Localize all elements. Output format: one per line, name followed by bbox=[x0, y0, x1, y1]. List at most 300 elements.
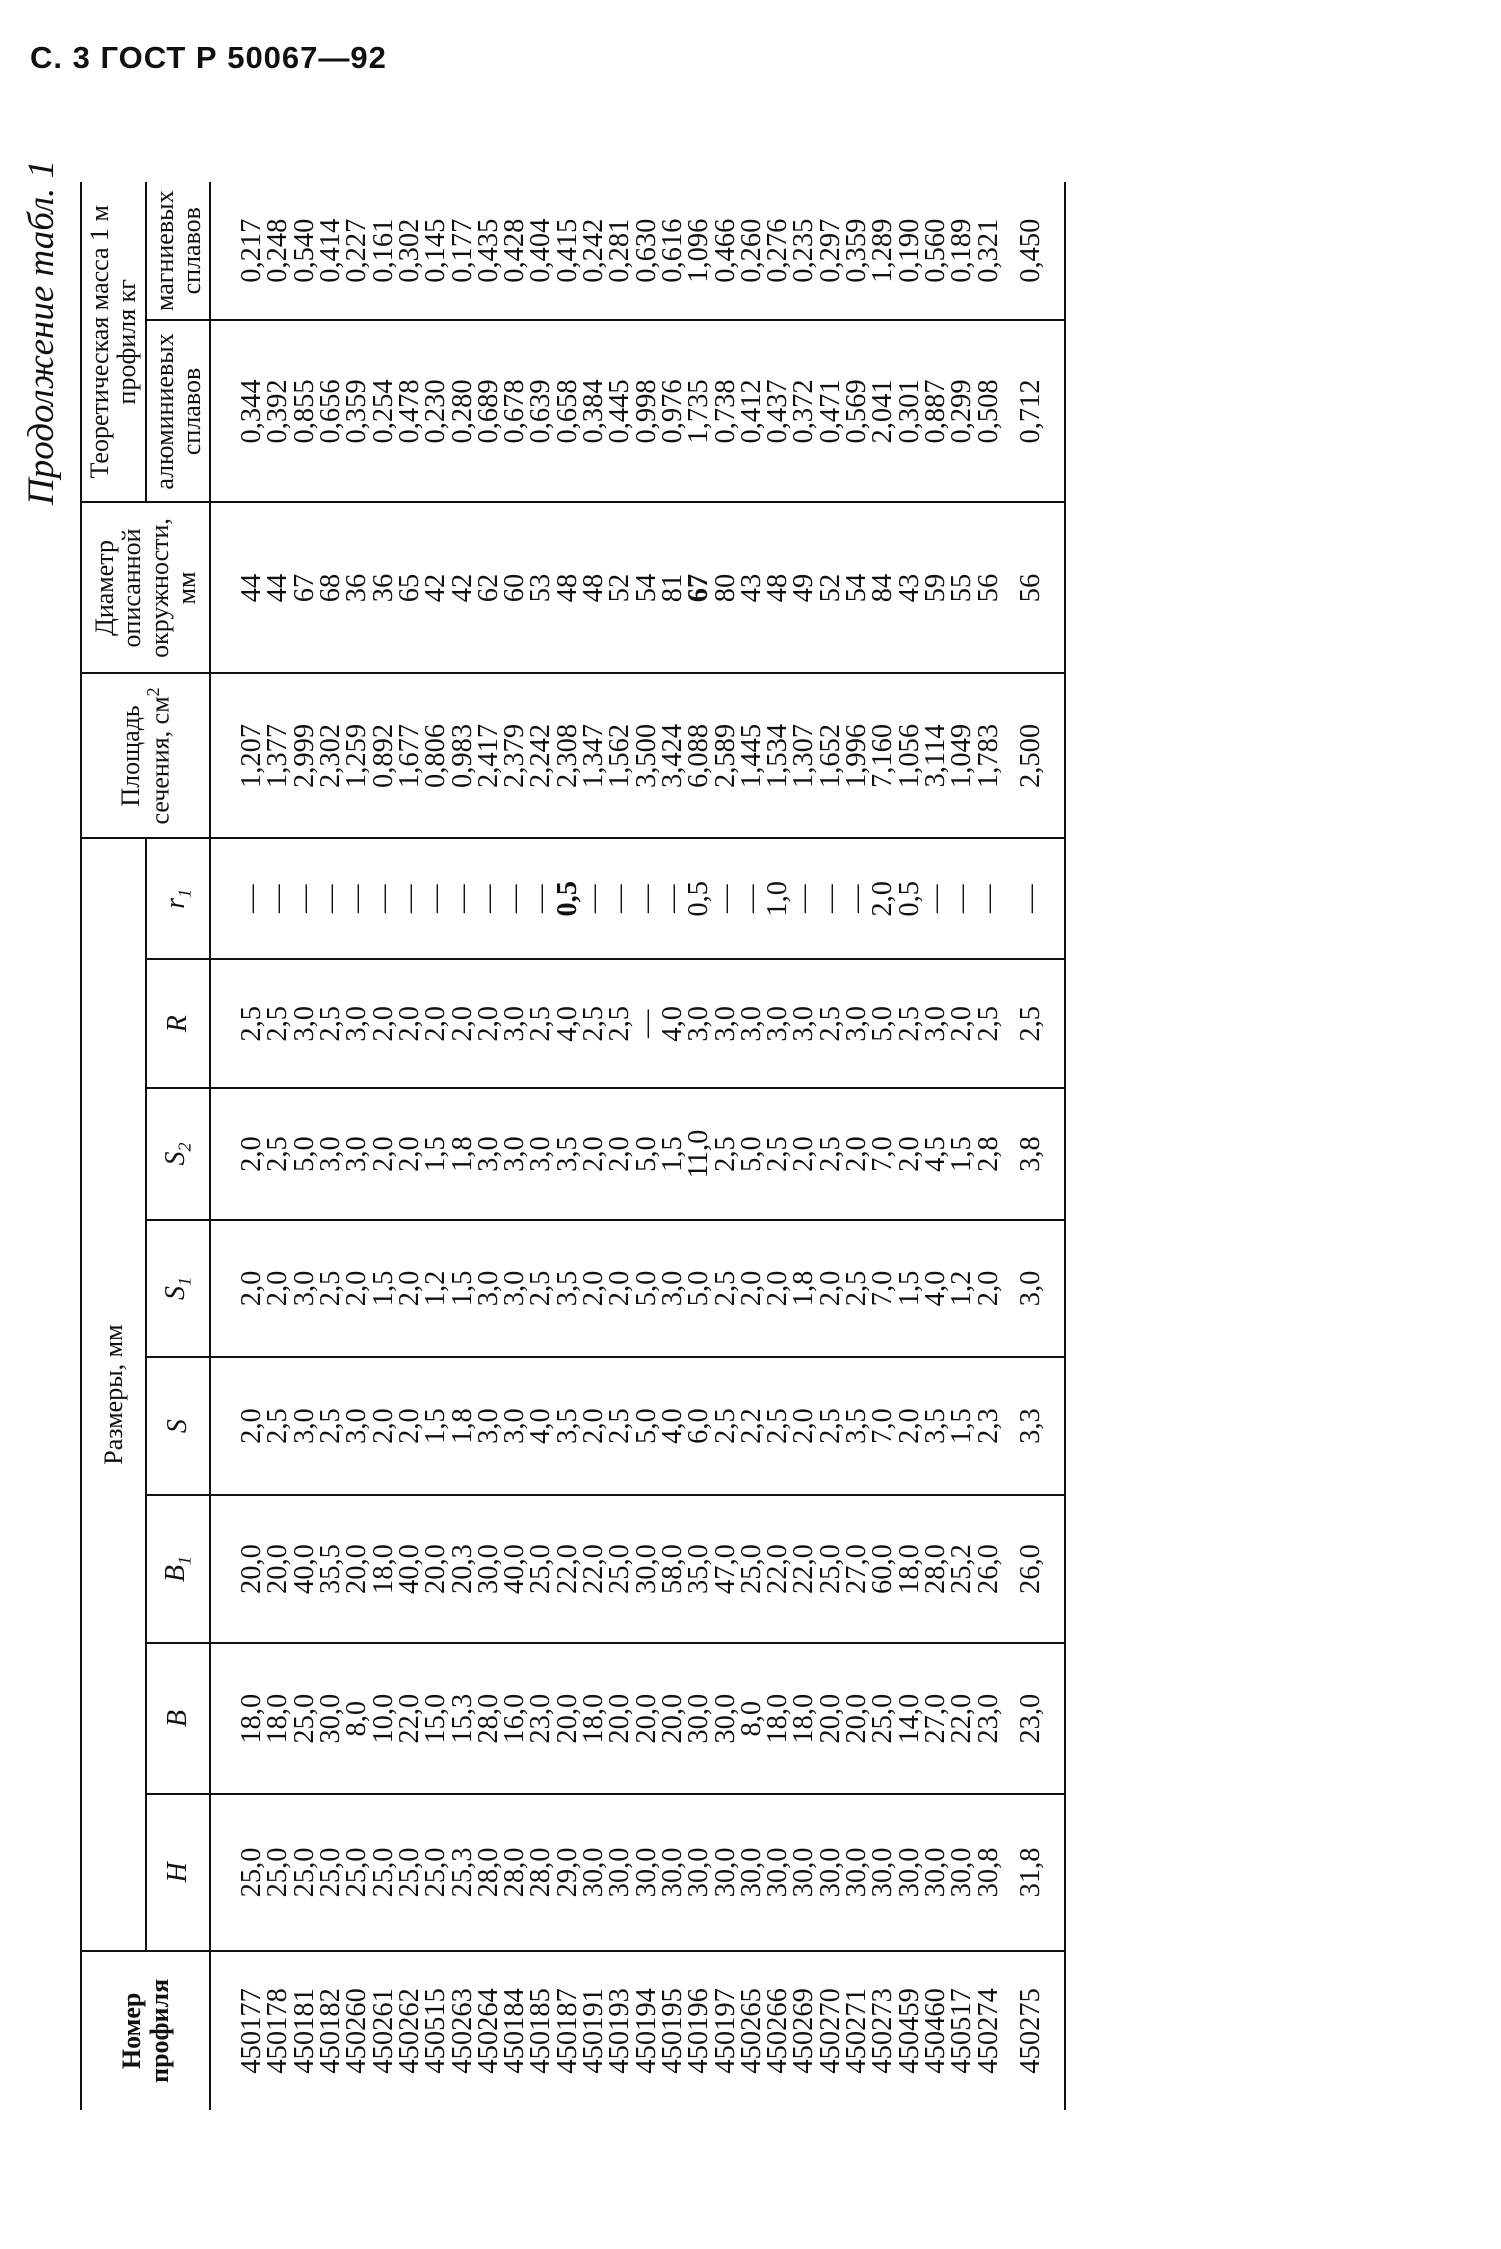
cell-B1: 18,0 bbox=[897, 1495, 923, 1643]
cell-diam: 65 bbox=[397, 502, 423, 673]
cell-S1: 2,0 bbox=[818, 1220, 844, 1358]
cell-diam: 52 bbox=[818, 502, 844, 673]
cell-B: 28,0 bbox=[476, 1643, 502, 1794]
cell-no: 450270 bbox=[818, 1951, 844, 2110]
cell-B: 18,0 bbox=[791, 1643, 817, 1794]
cell-al: 0,299 bbox=[949, 320, 975, 502]
cell-no: 450191 bbox=[581, 1951, 607, 2110]
cell-mg: 0,145 bbox=[420, 218, 452, 283]
cell-mg: 0,466 bbox=[709, 218, 741, 283]
table-row bbox=[897, 182, 923, 2110]
cell-area: 1,207 bbox=[210, 673, 265, 838]
cell-r1: — bbox=[739, 838, 765, 959]
cell-r1: — bbox=[713, 838, 739, 959]
cell-mg: 0,190 bbox=[893, 218, 925, 283]
cell-H: 30,0 bbox=[713, 1794, 739, 1951]
cell-S: 2,5 bbox=[318, 1357, 344, 1495]
cell-r1: — bbox=[318, 838, 344, 959]
cell-S2: 11,0 bbox=[686, 1088, 712, 1219]
cell-r1: — bbox=[818, 838, 844, 959]
cell-area: 1,677 bbox=[397, 673, 423, 838]
cell-B1: 26,0 bbox=[1002, 1495, 1065, 1643]
cell-mg: 0,450 bbox=[1014, 218, 1046, 283]
table-row bbox=[713, 182, 739, 2110]
cell-S1: 1,5 bbox=[897, 1220, 923, 1358]
cell-B: 15,0 bbox=[423, 1643, 449, 1794]
cell-area: 2,589 bbox=[713, 673, 739, 838]
cell-B1: 26,0 bbox=[976, 1495, 1002, 1643]
cell-diam: 62 bbox=[476, 502, 502, 673]
cell-S: 2,5 bbox=[818, 1357, 844, 1495]
cell-B1: 20,0 bbox=[210, 1495, 265, 1643]
cell-area: 1,445 bbox=[739, 673, 765, 838]
cell-r1: — bbox=[923, 838, 949, 959]
cell-S2: 2,8 bbox=[976, 1088, 1002, 1219]
cell-B1: 25,2 bbox=[949, 1495, 975, 1643]
cell-S1: 3,0 bbox=[1002, 1220, 1065, 1358]
cell-diam: 43 bbox=[897, 502, 923, 673]
cell-mg: 0,281 bbox=[604, 218, 636, 283]
cell-R: 2,5 bbox=[818, 959, 844, 1088]
cell-area: 2,379 bbox=[502, 673, 528, 838]
cell-H: 30,0 bbox=[923, 1794, 949, 1951]
cell-S2: 4,5 bbox=[923, 1088, 949, 1219]
cell-R: 3,0 bbox=[791, 959, 817, 1088]
cell-mg: 0,217 bbox=[236, 218, 268, 283]
cell-no: 450181 bbox=[292, 1951, 318, 2110]
cell-area: 2,308 bbox=[555, 673, 581, 838]
cell-area: 1,259 bbox=[344, 673, 370, 838]
cell-R: 2,0 bbox=[371, 959, 397, 1088]
cell-R: 2,5 bbox=[607, 959, 633, 1088]
cell-al: 0,344 bbox=[210, 320, 265, 502]
cell-H: 30,0 bbox=[634, 1794, 660, 1951]
cell-S2: 7,0 bbox=[870, 1088, 896, 1219]
cell-area: 1,783 bbox=[976, 673, 1002, 838]
cell-area: 1,534 bbox=[765, 673, 791, 838]
cell-r1: — bbox=[976, 838, 1002, 959]
cell-S1: 2,0 bbox=[210, 1220, 265, 1358]
cell-al: 0,301 bbox=[897, 320, 923, 502]
cell-diam: 81 bbox=[660, 502, 686, 673]
cell-al: 0,359 bbox=[344, 320, 370, 502]
cell-al: 0,678 bbox=[502, 320, 528, 502]
cell-area: 1,377 bbox=[265, 673, 291, 838]
cell-B1: 27,0 bbox=[844, 1495, 870, 1643]
cell-diam: 53 bbox=[528, 502, 554, 673]
cell-r1: — bbox=[450, 838, 476, 959]
cell-mg: 0,321 bbox=[972, 218, 1004, 283]
cell-R: 4,0 bbox=[660, 959, 686, 1088]
cell-R: 3,0 bbox=[765, 959, 791, 1088]
cell-S1: 2,0 bbox=[976, 1220, 1002, 1358]
cell-S2: 1,5 bbox=[949, 1088, 975, 1219]
cell-R: 4,0 bbox=[555, 959, 581, 1088]
cell-R: 5,0 bbox=[870, 959, 896, 1088]
cell-no: 450269 bbox=[791, 1951, 817, 2110]
cell-B: 22,0 bbox=[397, 1643, 423, 1794]
cell-S2: 3,5 bbox=[555, 1088, 581, 1219]
cell-H: 30,0 bbox=[739, 1794, 765, 1951]
cell-H: 25,0 bbox=[397, 1794, 423, 1951]
cell-mg: 0,616 bbox=[656, 218, 688, 283]
cell-R: 2,5 bbox=[318, 959, 344, 1088]
cell-S: 2,5 bbox=[607, 1357, 633, 1495]
cell-S1: 2,0 bbox=[581, 1220, 607, 1358]
cell-S2: 2,0 bbox=[397, 1088, 423, 1219]
cell-r1: — bbox=[476, 838, 502, 959]
table-row bbox=[450, 182, 476, 2110]
header-S: S bbox=[146, 1357, 211, 1495]
cell-H: 25,0 bbox=[371, 1794, 397, 1951]
cell-S1: 2,0 bbox=[265, 1220, 291, 1358]
cell-B: 25,0 bbox=[292, 1643, 318, 1794]
cell-no: 450273 bbox=[870, 1951, 896, 2110]
cell-diam: 54 bbox=[844, 502, 870, 673]
cell-al: 0,384 bbox=[581, 320, 607, 502]
cell-no: 450274 bbox=[976, 1951, 1002, 2110]
cell-S2: 2,0 bbox=[581, 1088, 607, 1219]
cell-S: 2,0 bbox=[210, 1357, 265, 1495]
cell-al: 0,437 bbox=[765, 320, 791, 502]
cell-B: 27,0 bbox=[923, 1643, 949, 1794]
header-r1: $r_1$ bbox=[146, 838, 211, 959]
cell-H: 25,0 bbox=[318, 1794, 344, 1951]
cell-S2: 3,0 bbox=[476, 1088, 502, 1219]
cell-S: 2,0 bbox=[581, 1357, 607, 1495]
cell-S1: 7,0 bbox=[870, 1220, 896, 1358]
cell-S: 3,0 bbox=[502, 1357, 528, 1495]
cell-R: 2,0 bbox=[397, 959, 423, 1088]
cell-no: 450260 bbox=[344, 1951, 370, 2110]
cell-S1: 5,0 bbox=[634, 1220, 660, 1358]
cell-r1: — bbox=[949, 838, 975, 959]
cell-no: 450263 bbox=[450, 1951, 476, 2110]
cell-H: 30,0 bbox=[870, 1794, 896, 1951]
cell-S: 2,0 bbox=[371, 1357, 397, 1495]
cell-S2: 2,0 bbox=[371, 1088, 397, 1219]
header-dimensions: Размеры, мм bbox=[81, 838, 146, 1950]
cell-mg: 0,227 bbox=[341, 218, 373, 283]
profile-table bbox=[80, 182, 1066, 2110]
cell-B: 30,0 bbox=[318, 1643, 344, 1794]
cell-R: — bbox=[634, 959, 660, 1088]
cell-B: 20,0 bbox=[844, 1643, 870, 1794]
cell-al: 0,569 bbox=[844, 320, 870, 502]
cell-B1: 22,0 bbox=[581, 1495, 607, 1643]
cell-S2: 3,8 bbox=[1002, 1088, 1065, 1219]
cell-r1: — bbox=[528, 838, 554, 959]
cell-B1: 20,0 bbox=[344, 1495, 370, 1643]
cell-r1: — bbox=[844, 838, 870, 959]
cell-no: 450459 bbox=[897, 1951, 923, 2110]
cell-S: 3,3 bbox=[1002, 1357, 1065, 1495]
cell-H: 25,3 bbox=[450, 1794, 476, 1951]
cell-S1: 1,2 bbox=[949, 1220, 975, 1358]
cell-S: 4,0 bbox=[528, 1357, 554, 1495]
cell-al: 0,887 bbox=[923, 320, 949, 502]
cell-r1: 1,0 bbox=[765, 838, 791, 959]
header-area: Площадь сечения, $см^2$ bbox=[81, 673, 210, 838]
cell-S1: 1,5 bbox=[450, 1220, 476, 1358]
page-header: С. 3 ГОСТ Р 50067—92 bbox=[30, 40, 387, 75]
cell-mg: 0,630 bbox=[630, 218, 662, 283]
cell-B: 25,0 bbox=[870, 1643, 896, 1794]
cell-r1: 0,5 bbox=[686, 838, 712, 959]
cell-r1: 0,5 bbox=[897, 838, 923, 959]
cell-S: 3,0 bbox=[292, 1357, 318, 1495]
cell-mg: 0,189 bbox=[946, 218, 978, 283]
cell-B: 8,0 bbox=[739, 1643, 765, 1794]
cell-area: 0,806 bbox=[423, 673, 449, 838]
cell-al: 0,976 bbox=[660, 320, 686, 502]
cell-r1: — bbox=[371, 838, 397, 959]
cell-S1: 5,0 bbox=[686, 1220, 712, 1358]
header-B: B bbox=[146, 1643, 211, 1794]
cell-S: 2,5 bbox=[265, 1357, 291, 1495]
rotated-table-frame bbox=[0, 150, 1360, 2110]
cell-diam: 36 bbox=[371, 502, 397, 673]
table-row bbox=[607, 182, 633, 2110]
cell-B1: 28,0 bbox=[923, 1495, 949, 1643]
cell-r1: — bbox=[634, 838, 660, 959]
cell-r1: — bbox=[607, 838, 633, 959]
cell-al: 2,041 bbox=[870, 320, 896, 502]
cell-diam: 48 bbox=[765, 502, 791, 673]
table-row bbox=[265, 182, 291, 2110]
cell-S1: 3,0 bbox=[502, 1220, 528, 1358]
cell-B1: 25,0 bbox=[818, 1495, 844, 1643]
cell-S2: 3,0 bbox=[502, 1088, 528, 1219]
cell-area: 3,114 bbox=[923, 673, 949, 838]
cell-diam: 68 bbox=[318, 502, 344, 673]
cell-diam: 36 bbox=[344, 502, 370, 673]
cell-R: 2,5 bbox=[210, 959, 265, 1088]
cell-area: 6,088 bbox=[686, 673, 712, 838]
cell-S: 2,0 bbox=[791, 1357, 817, 1495]
cell-mg: 0,177 bbox=[446, 218, 478, 283]
cell-B1: 25,0 bbox=[607, 1495, 633, 1643]
cell-S2: 2,0 bbox=[791, 1088, 817, 1219]
cell-S: 1,5 bbox=[423, 1357, 449, 1495]
cell-area: 2,417 bbox=[476, 673, 502, 838]
cell-R: 3,0 bbox=[923, 959, 949, 1088]
cell-al: 0,738 bbox=[713, 320, 739, 502]
cell-B1: 22,0 bbox=[765, 1495, 791, 1643]
cell-al: 0,658 bbox=[555, 320, 581, 502]
cell-r1: — bbox=[423, 838, 449, 959]
header-mass: Теоретическая масса 1 м профиля кг bbox=[81, 182, 146, 502]
cell-S2: 2,0 bbox=[607, 1088, 633, 1219]
cell-R: 2,5 bbox=[581, 959, 607, 1088]
cell-diam: 80 bbox=[713, 502, 739, 673]
cell-B: 15,3 bbox=[450, 1643, 476, 1794]
cell-no: 450517 bbox=[949, 1951, 975, 2110]
cell-al: 0,412 bbox=[739, 320, 765, 502]
cell-S2: 3,0 bbox=[318, 1088, 344, 1219]
cell-S: 2,2 bbox=[739, 1357, 765, 1495]
cell-S1: 2,5 bbox=[713, 1220, 739, 1358]
cell-S2: 1,5 bbox=[660, 1088, 686, 1219]
cell-al: 0,689 bbox=[476, 320, 502, 502]
cell-no: 450194 bbox=[634, 1951, 660, 2110]
cell-al: 0,998 bbox=[634, 320, 660, 502]
cell-area: 2,302 bbox=[318, 673, 344, 838]
cell-mg: 0,428 bbox=[499, 218, 531, 283]
cell-diam: 42 bbox=[450, 502, 476, 673]
cell-S1: 2,5 bbox=[528, 1220, 554, 1358]
cell-mg: 0,276 bbox=[762, 218, 794, 283]
cell-H: 25,0 bbox=[210, 1794, 265, 1951]
cell-diam: 54 bbox=[634, 502, 660, 673]
cell-S: 2,0 bbox=[397, 1357, 423, 1495]
cell-no: 450262 bbox=[397, 1951, 423, 2110]
cell-S1: 2,0 bbox=[765, 1220, 791, 1358]
cell-B: 20,0 bbox=[607, 1643, 633, 1794]
cell-area: 2,999 bbox=[292, 673, 318, 838]
cell-no: 450271 bbox=[844, 1951, 870, 2110]
cell-H: 25,0 bbox=[292, 1794, 318, 1951]
cell-area: 1,347 bbox=[581, 673, 607, 838]
cell-diam: 52 bbox=[607, 502, 633, 673]
cell-R: 2,0 bbox=[423, 959, 449, 1088]
table-row bbox=[210, 182, 265, 2110]
cell-S1: 2,5 bbox=[318, 1220, 344, 1358]
cell-area: 1,996 bbox=[844, 673, 870, 838]
cell-R: 2,5 bbox=[897, 959, 923, 1088]
table-row bbox=[870, 182, 896, 2110]
cell-B1: 25,0 bbox=[739, 1495, 765, 1643]
cell-diam: 84 bbox=[870, 502, 896, 673]
cell-R: 3,0 bbox=[502, 959, 528, 1088]
cell-S: 1,5 bbox=[949, 1357, 975, 1495]
cell-diam: 44 bbox=[265, 502, 291, 673]
cell-al: 0,508 bbox=[976, 320, 1002, 502]
cell-B1: 35,0 bbox=[686, 1495, 712, 1643]
cell-B: 30,0 bbox=[686, 1643, 712, 1794]
cell-S1: 1,5 bbox=[371, 1220, 397, 1358]
cell-H: 28,0 bbox=[476, 1794, 502, 1951]
cell-mg: 0,302 bbox=[393, 218, 425, 283]
cell-no: 450197 bbox=[713, 1951, 739, 2110]
table-row bbox=[976, 182, 1002, 2110]
cell-S2: 2,0 bbox=[844, 1088, 870, 1219]
cell-area: 1,307 bbox=[791, 673, 817, 838]
cell-al: 0,254 bbox=[371, 320, 397, 502]
table-row bbox=[344, 182, 370, 2110]
cell-no: 450265 bbox=[739, 1951, 765, 2110]
cell-H: 30,0 bbox=[660, 1794, 686, 1951]
cell-R: 3,0 bbox=[713, 959, 739, 1088]
cell-R: 3,0 bbox=[344, 959, 370, 1088]
cell-S: 3,5 bbox=[555, 1357, 581, 1495]
cell-al: 0,471 bbox=[818, 320, 844, 502]
cell-B: 23,0 bbox=[1002, 1643, 1065, 1794]
cell-S1: 1,2 bbox=[423, 1220, 449, 1358]
cell-area: 1,562 bbox=[607, 673, 633, 838]
cell-B: 18,0 bbox=[210, 1643, 265, 1794]
cell-B: 20,0 bbox=[555, 1643, 581, 1794]
cell-B: 18,0 bbox=[265, 1643, 291, 1794]
cell-H: 30,0 bbox=[765, 1794, 791, 1951]
cell-B1: 40,0 bbox=[397, 1495, 423, 1643]
cell-B1: 30,0 bbox=[634, 1495, 660, 1643]
header-B1: $B_1$ bbox=[146, 1495, 211, 1643]
cell-mg: 0,415 bbox=[551, 218, 583, 283]
cell-B1: 47,0 bbox=[713, 1495, 739, 1643]
cell-S: 4,0 bbox=[660, 1357, 686, 1495]
cell-R: 3,0 bbox=[739, 959, 765, 1088]
cell-R: 3,0 bbox=[686, 959, 712, 1088]
cell-S1: 3,0 bbox=[476, 1220, 502, 1358]
cell-diam: 43 bbox=[739, 502, 765, 673]
cell-mg: 0,235 bbox=[788, 218, 820, 283]
cell-al: 0,230 bbox=[423, 320, 449, 502]
cell-B: 16,0 bbox=[502, 1643, 528, 1794]
table-row bbox=[528, 182, 554, 2110]
cell-r1: — bbox=[502, 838, 528, 959]
cell-no: 450266 bbox=[765, 1951, 791, 2110]
cell-mg: 0,435 bbox=[472, 218, 504, 283]
cell-B: 23,0 bbox=[528, 1643, 554, 1794]
cell-H: 25,0 bbox=[423, 1794, 449, 1951]
cell-S2: 5,0 bbox=[634, 1088, 660, 1219]
cell-H: 30,0 bbox=[607, 1794, 633, 1951]
cell-R: 2,0 bbox=[450, 959, 476, 1088]
cell-S: 3,0 bbox=[344, 1357, 370, 1495]
cell-mg: 0,242 bbox=[578, 218, 610, 283]
cell-H: 30,0 bbox=[686, 1794, 712, 1951]
cell-area: 3,500 bbox=[634, 673, 660, 838]
cell-S2: 2,0 bbox=[897, 1088, 923, 1219]
cell-S2: 1,8 bbox=[450, 1088, 476, 1219]
cell-S: 2,0 bbox=[897, 1357, 923, 1495]
cell-area: 1,652 bbox=[818, 673, 844, 838]
cell-mg: 0,297 bbox=[814, 218, 846, 283]
cell-al: 1,735 bbox=[686, 320, 712, 502]
cell-mg: 0,359 bbox=[841, 218, 873, 283]
cell-H: 25,0 bbox=[344, 1794, 370, 1951]
cell-no: 450460 bbox=[923, 1951, 949, 2110]
header-R: R bbox=[146, 959, 211, 1088]
cell-B: 20,0 bbox=[634, 1643, 660, 1794]
cell-no: 450261 bbox=[371, 1951, 397, 2110]
cell-H: 30,0 bbox=[949, 1794, 975, 1951]
cell-S1: 2,0 bbox=[344, 1220, 370, 1358]
cell-al: 0,445 bbox=[607, 320, 633, 502]
cell-S1: 1,8 bbox=[791, 1220, 817, 1358]
cell-S: 3,0 bbox=[476, 1357, 502, 1495]
cell-diam: 48 bbox=[555, 502, 581, 673]
header-S2: $S_2$ bbox=[146, 1088, 211, 1219]
cell-H: 31,8 bbox=[1002, 1794, 1065, 1951]
cell-diam: 44 bbox=[210, 502, 265, 673]
cell-diam: 67 bbox=[686, 502, 712, 673]
cell-mg: 0,161 bbox=[367, 218, 399, 283]
cell-S: 1,8 bbox=[450, 1357, 476, 1495]
cell-B1: 20,3 bbox=[450, 1495, 476, 1643]
cell-S1: 2,5 bbox=[844, 1220, 870, 1358]
cell-area: 0,892 bbox=[371, 673, 397, 838]
cell-B: 20,0 bbox=[818, 1643, 844, 1794]
header-H: H bbox=[146, 1794, 211, 1951]
cell-B: 20,0 bbox=[660, 1643, 686, 1794]
cell-H: 30,0 bbox=[818, 1794, 844, 1951]
cell-mg: 1,289 bbox=[867, 218, 899, 283]
cell-S: 2,5 bbox=[765, 1357, 791, 1495]
cell-S1: 4,0 bbox=[923, 1220, 949, 1358]
cell-S2: 2,5 bbox=[713, 1088, 739, 1219]
